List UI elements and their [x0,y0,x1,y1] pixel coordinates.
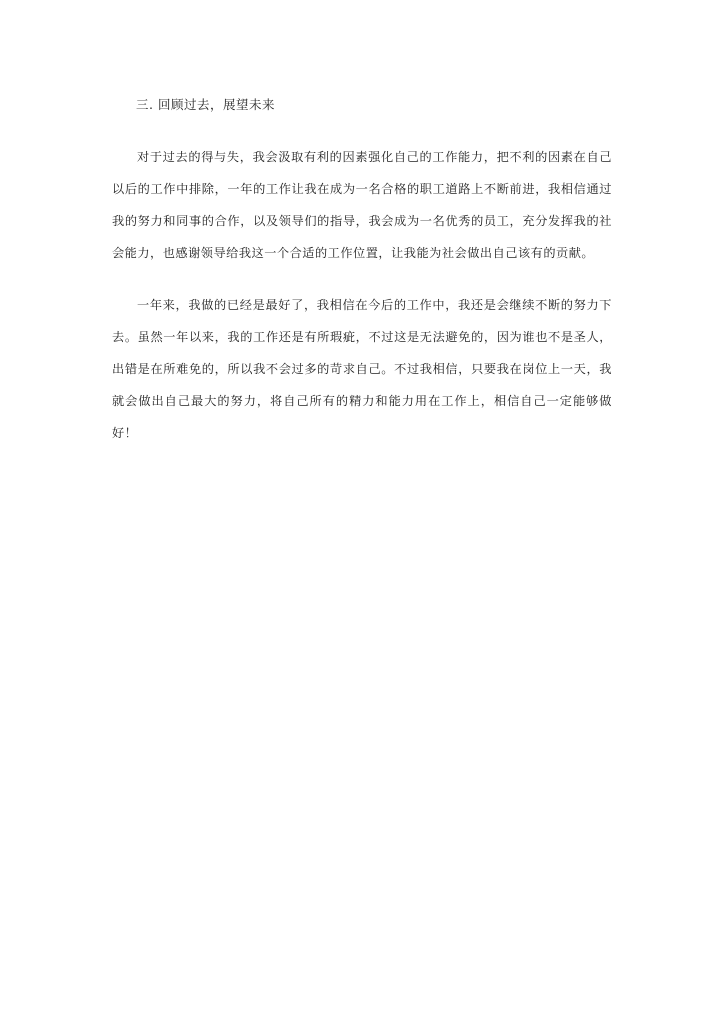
paragraph-reflection: 对于过去的得与失，我会汲取有利的因素强化自己的工作能力，把不利的因素在自己以后的工作中排除，一年的工作让我在成为一名合格的职工道路上不断前进，我相信通过我的努力和同事的合作，以及领导们的指导，我会成为一名优秀的员工，充分发挥我的社会能力，也感谢领导给我这一个合适的工作位置，让我能为社会做出自己该有的贡献。 [112,150,612,260]
paragraph-outlook: 一年来，我做的已经是最好了，我相信在今后的工作中，我还是会继续不断的努力下去。虽然一年以来，我的工作还是有所瑕疵，不过这是无法避免的，因为谁也不是圣人，出错是在所难免的，所以我不会过多的苛求自己。不过我相信，只要我在岗位上一天，我就会做出自己最大的努力，将自己所有的精力和能力用在工作上，相信自己一定能够做好！ [112,298,612,440]
section-heading: 三. 回顾过去，展望未来 [136,97,275,112]
